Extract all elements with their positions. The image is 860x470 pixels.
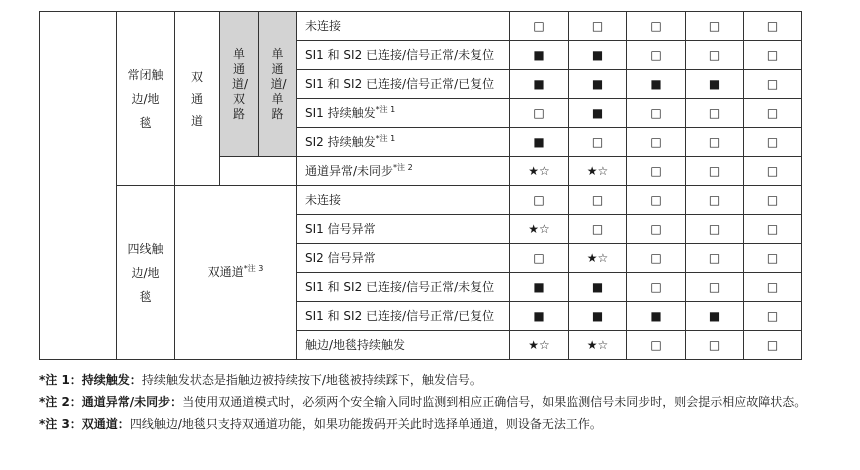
group1-channel — [175, 12, 220, 186]
state-cell: □ — [686, 157, 744, 186]
condition-text: SI1 和 SI2 已连接/信号正常/已复位 — [305, 76, 495, 91]
state-cell: □ — [627, 331, 686, 360]
state-cell: ★☆ — [510, 157, 569, 186]
mode-single-path-cell — [259, 12, 297, 157]
state-cell: ■ — [569, 302, 627, 331]
state-cell: □ — [510, 186, 569, 215]
mode-dual-path-cell — [220, 12, 259, 157]
state-cell: ★☆ — [510, 331, 569, 360]
state-cell: □ — [627, 41, 686, 70]
state-cell: □ — [744, 244, 802, 273]
condition-cell — [297, 331, 510, 360]
state-cell: ■ — [510, 41, 569, 70]
condition-cell — [297, 157, 510, 186]
state-cell: □ — [686, 128, 744, 157]
state-cell: ■ — [686, 302, 744, 331]
group1-channel-text: 双通道 — [190, 69, 203, 128]
state-cell: □ — [686, 331, 744, 360]
condition-cell — [297, 12, 510, 41]
condition-cell — [297, 99, 510, 128]
state-cell: □ — [569, 186, 627, 215]
state-cell: □ — [510, 12, 569, 41]
state-cell: □ — [627, 99, 686, 128]
state-cell: □ — [744, 302, 802, 331]
condition-text: SI1 和 SI2 已连接/信号正常/未复位 — [305, 47, 495, 62]
state-cell: □ — [627, 12, 686, 41]
state-cell: ■ — [569, 99, 627, 128]
note-2: *注 2：通道异常/未同步：当使用双通道模式时，必须两个安全输入同时监测到相应正确信号，如果监测信号未同步时，则会提示相应故障状态。 — [39, 395, 807, 409]
note-ref: *注 1 — [375, 133, 396, 143]
state-cell: □ — [686, 41, 744, 70]
state-cell: □ — [744, 273, 802, 302]
group1-label — [117, 12, 175, 186]
state-cell: □ — [627, 128, 686, 157]
state-cell: □ — [686, 215, 744, 244]
condition-text: SI2 持续触发 — [305, 134, 376, 149]
state-cell: □ — [627, 244, 686, 273]
state-cell: □ — [569, 215, 627, 244]
state-cell: ■ — [510, 273, 569, 302]
state-cell: ★☆ — [569, 331, 627, 360]
state-cell: □ — [569, 128, 627, 157]
condition-cell — [297, 70, 510, 99]
state-cell: ■ — [569, 41, 627, 70]
group2-label-text: 四线触边/地毯 — [127, 241, 164, 304]
note-ref: *注 3 — [243, 264, 264, 273]
state-cell: ★☆ — [569, 157, 627, 186]
note-3: *注 3：双通道：四线触边/地毯只支持双通道功能，如果功能拨码开关此时选择单通道，则设备无法工作。 — [39, 417, 602, 431]
state-cell: □ — [744, 70, 802, 99]
table-row — [40, 12, 802, 41]
note-1: *注 1：持续触发：持续触发状态是指触边被持续按下/地毯被持续踩下，触发信号。 — [39, 373, 482, 387]
vertical-label: 单通道/单路 — [270, 46, 287, 121]
condition-cell — [297, 215, 510, 244]
state-cell: □ — [686, 99, 744, 128]
condition-text: 触边/地毯持续触发 — [305, 337, 406, 352]
condition-cell — [297, 41, 510, 70]
state-cell: □ — [744, 99, 802, 128]
state-cell: □ — [744, 186, 802, 215]
state-cell: □ — [744, 157, 802, 186]
state-cell: □ — [744, 215, 802, 244]
group2-channel-text: 双通道 — [207, 265, 244, 279]
blank-mode-cell — [220, 157, 297, 186]
condition-text: SI2 信号异常 — [305, 250, 376, 265]
state-cell: ■ — [569, 273, 627, 302]
group2-channel — [175, 186, 297, 360]
state-cell: □ — [744, 41, 802, 70]
state-cell: ■ — [627, 302, 686, 331]
condition-text: 通道异常/未同步 — [305, 163, 394, 178]
condition-text: SI1 和 SI2 已连接/信号正常/未复位 — [305, 279, 495, 294]
condition-text: 未连接 — [305, 192, 342, 207]
note-ref: *注 2 — [393, 162, 413, 172]
state-cell: □ — [510, 99, 569, 128]
state-cell: □ — [686, 273, 744, 302]
vertical-label: 单通道/双路 — [232, 46, 249, 121]
state-cell: ■ — [510, 70, 569, 99]
condition-cell — [297, 302, 510, 331]
state-cell: □ — [627, 215, 686, 244]
state-cell: ■ — [510, 302, 569, 331]
state-cell: ■ — [569, 70, 627, 99]
state-cell: ★☆ — [510, 215, 569, 244]
state-cell: ■ — [627, 70, 686, 99]
note-ref: *注 1 — [375, 104, 396, 114]
table-row — [40, 186, 802, 215]
state-cell: ★☆ — [569, 244, 627, 273]
condition-text: 未连接 — [305, 18, 342, 33]
state-cell: □ — [627, 157, 686, 186]
state-cell: □ — [569, 12, 627, 41]
condition-text: SI1 信号异常 — [305, 221, 376, 236]
state-cell: □ — [686, 12, 744, 41]
notes-section — [39, 369, 839, 435]
state-cell: □ — [744, 331, 802, 360]
group1-label-text: 常闭触边/地毯 — [127, 67, 164, 130]
state-cell: □ — [686, 244, 744, 273]
state-cell: □ — [686, 186, 744, 215]
condition-text: SI1 和 SI2 已连接/信号正常/已复位 — [305, 308, 495, 323]
state-cell: □ — [510, 244, 569, 273]
status-table — [39, 11, 802, 360]
condition-cell — [297, 244, 510, 273]
state-cell: ■ — [510, 128, 569, 157]
state-cell: □ — [627, 186, 686, 215]
state-cell: ■ — [686, 70, 744, 99]
condition-cell — [297, 186, 510, 215]
condition-text: SI1 持续触发 — [305, 105, 376, 120]
state-cell: □ — [627, 273, 686, 302]
condition-cell — [297, 128, 510, 157]
state-cell: □ — [744, 128, 802, 157]
state-cell: □ — [744, 12, 802, 41]
condition-cell — [297, 273, 510, 302]
outer-blank-cell — [40, 12, 117, 360]
group2-label — [117, 186, 175, 360]
